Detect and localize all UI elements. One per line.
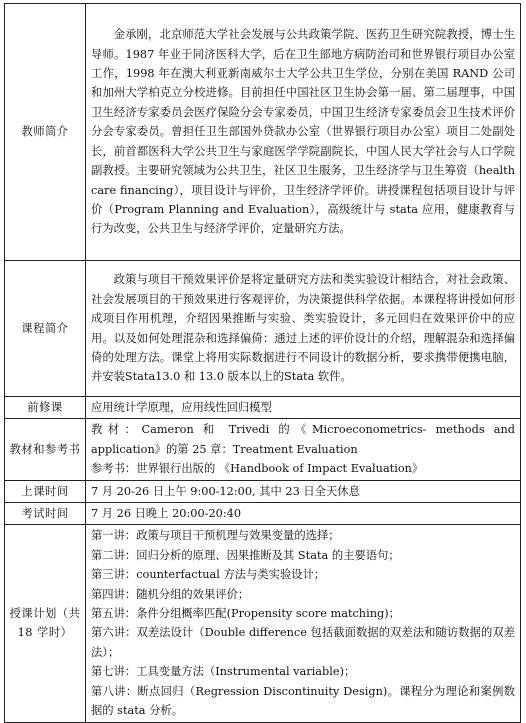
plan-item-6: 第六讲：双差法设计（Double difference 包括截面数据的双差法和随访数据的双差法）； bbox=[91, 626, 515, 659]
plan-item-2: 第二讲：回归分析的原理、因果推断及其 Stata 的主要语句； bbox=[91, 548, 400, 562]
textbook-content bbox=[86, 419, 521, 480]
course-row bbox=[5, 261, 521, 397]
plan-item-8: 第八讲：断点回归（Regression Discontinuity Design)。课程分为理论和案例数据的 stata 分析。 bbox=[91, 684, 515, 718]
plan-label: 授课计划（共 18 学时） bbox=[5, 525, 86, 722]
exam-time-text: 7 月 26 日晚上 20:00-20:40 bbox=[86, 503, 521, 525]
prereq-label: 前修课 bbox=[5, 397, 86, 419]
plan-item-5: 第五讲：条件分组概率匹配(Propensity score matching)； bbox=[91, 607, 400, 621]
textbook-label: 教材和参考书 bbox=[5, 419, 86, 480]
teacher-row bbox=[5, 4, 521, 261]
textbook-main: 教材：Cameron 和 Trivedi 的《Microeconometrics- methods and application》的第 25 章：Treatment Evaluation bbox=[91, 423, 515, 456]
plan-item-4: 第四讲：随机分组的效果评价； bbox=[91, 587, 250, 601]
course-info-document bbox=[4, 3, 521, 723]
exam-time-row bbox=[5, 503, 521, 525]
course-intro bbox=[86, 261, 521, 397]
teacher-intro-text: 金承刚，北京师范大学社会发展与公共政策学院、医药卫生研究院教授，博士生导师。1987 年业于同济医科大学，后在卫生部地方病防治司和世界银行项目办公室工作，1998 年在澳大利亚新南威尔士大学公共卫生学位，分别在美国 RAND 公司和加州大学柏克立分校进修。目前担任中国社区卫生协会第一届、第二届理事，中国卫生经济专家委员会医疗保险分会专家委员，中国卫生经济专家委员会卫生技术评价分会专家委员。曾担任卫生部国外贷款办公室（世界银行项目办公室）项目二处副处长，前首都医科大学公共卫生与家庭医学学院副院长，中国人民大学社会与人口学院副教授。主要研究领域为公共卫生，社区卫生服务，卫生经济学与卫生筹资（health care financing），项目设计与评价，卫生经济学评价。讲授课程包括项目设计与评价（Program Planning and Evaluation），高级统计与 stata 应用，健康教育与行为改变，公共卫生与经济学评价，定量研究方法。 bbox=[91, 28, 515, 236]
plan-row bbox=[5, 525, 521, 722]
prereq-text: 应用统计学原理，应用线性回归模型 bbox=[86, 397, 521, 419]
plan-item-7: 第七讲：工具变量方法（Instrumental variable)； bbox=[91, 665, 356, 679]
prereq-row bbox=[5, 397, 521, 419]
class-time-label: 上课时间 bbox=[5, 480, 86, 502]
class-time-row bbox=[5, 480, 521, 502]
textbook-row bbox=[5, 419, 521, 480]
textbook-reference: 参考书：世界银行出版的 《Handbook of Impact Evaluation》 bbox=[91, 462, 424, 476]
plan-list bbox=[86, 525, 521, 722]
class-time-text: 7 月 20-26 日上午 9:00-12:00, 其中 23 日全天休息 bbox=[86, 480, 521, 502]
teacher-intro bbox=[86, 4, 521, 261]
plan-item-3: 第三讲：counterfactual 方法与类实验设计； bbox=[91, 568, 326, 582]
teacher-label: 教师简介 bbox=[5, 4, 86, 261]
exam-time-label: 考试时间 bbox=[5, 503, 86, 525]
plan-item-1: 第一讲：政策与项目干预机理与效果变量的选择； bbox=[91, 529, 340, 543]
course-intro-text: 政策与项目干预效果评价是将定量研究方法和类实验设计相结合，对社会政策、社会发展项目的干预效果进行客观评价，为决策提供科学依据。本课程将讲授如何形成项目作用机理，介绍因果推断与实验、类实验设计，多元回归在效果评价中的应用。以及如何处理混杂和选择偏倚：通过上述的评价设计的介绍，理解混杂和选择偏倚的处理方法。课堂上将用实际数据进行不同设计的数据分析，要求携带便携电脑，并安装Stata13.0 和 13.0 版本以上的Stata 软件。 bbox=[91, 273, 515, 384]
course-info-table bbox=[4, 3, 521, 723]
course-label: 课程简介 bbox=[5, 261, 86, 397]
